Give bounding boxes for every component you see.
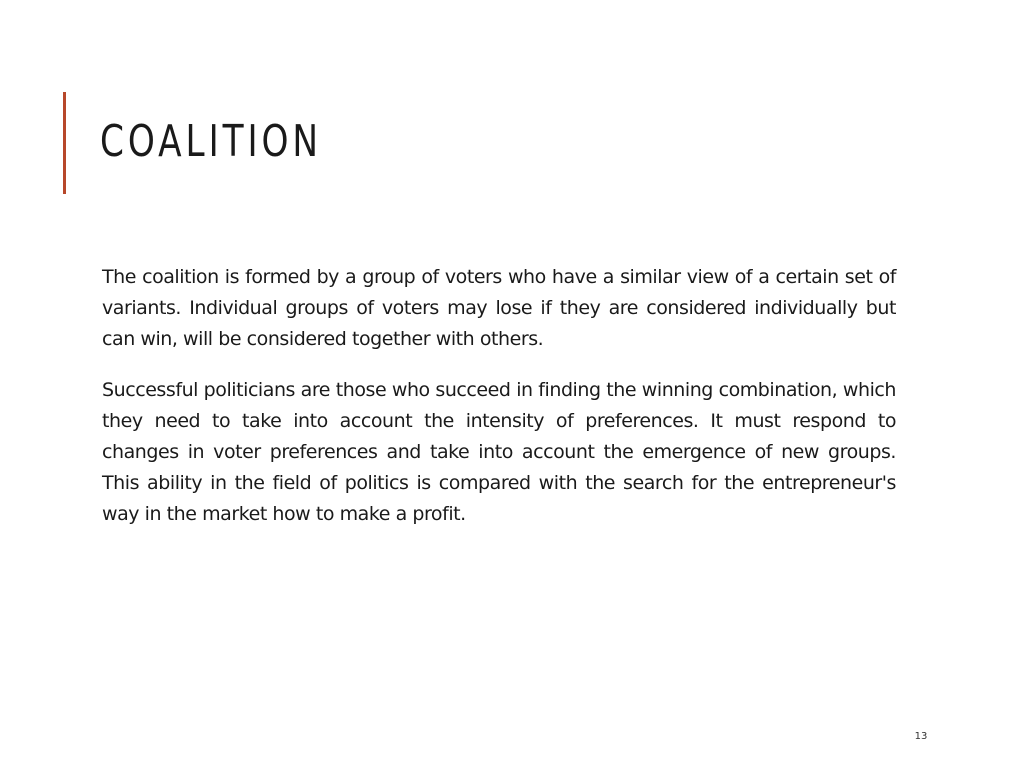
slide-body	[102, 262, 896, 550]
page-number: 13	[914, 731, 928, 742]
body-paragraph-2: Successful politicians are those who succeed in finding the winning combination, which they need to take into account the intensity of preferences. It must respond to changes in voter preferences and take into account the emergence of new groups. This ability in the field of politics is compared with the search for the entrepreneur's way in the market how to make a profit.	[102, 379, 896, 525]
title-accent-bar	[63, 92, 66, 194]
body-paragraph-1: The coalition is formed by a group of voters who have a similar view of a certain set of variants. Individual groups of voters may lose if they are considered individually but can win, will be considered together with others.	[102, 266, 896, 350]
slide-title: COALITION	[100, 116, 322, 167]
